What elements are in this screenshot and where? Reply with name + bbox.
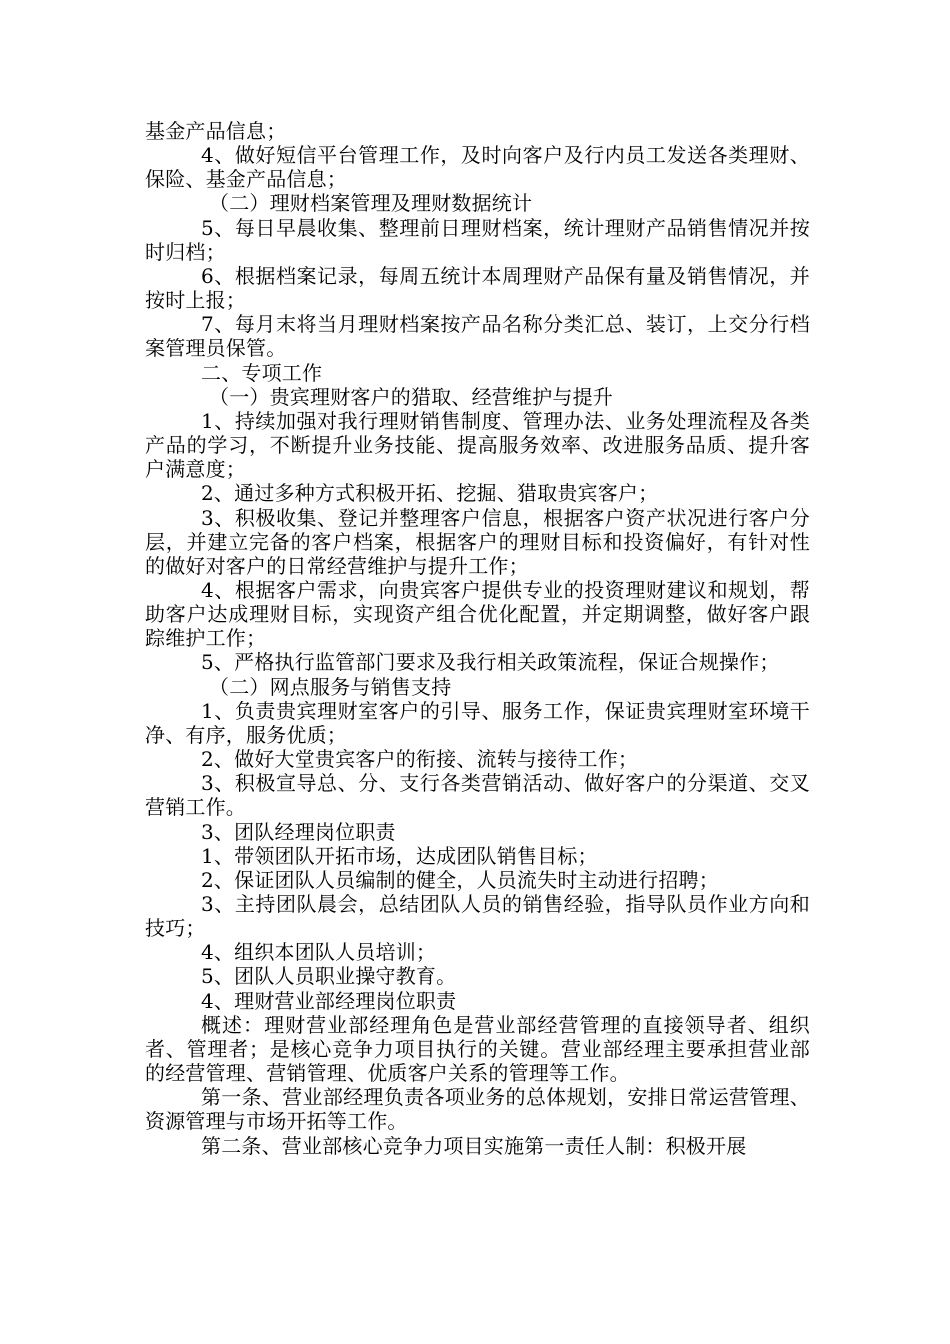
subheading-vip-clients: （一）贵宾理财客户的猎取、经营维护与提升 — [209, 384, 613, 409]
subheading-branch-service: （二）网点服务与销售支持 — [209, 674, 452, 699]
paragraph-client-info: 3、积极收集、登记并整理客户信息，根据客户资产状况进行客户分层，并建立完备的客户档案，根据客户的理财目标和投资偏好，有针对性的做好对客户的日常经营维护与提升工作； — [145, 505, 810, 578]
document-body — [145, 119, 810, 1158]
subheading-archive-management: （二）理财档案管理及理财数据统计 — [209, 191, 533, 216]
heading-team-manager: 3、团队经理岗位职责 — [201, 819, 396, 844]
paragraph-acquire-vip: 2、通过多种方式积极开拓、挖掘、猎取贵宾客户； — [201, 481, 659, 506]
paragraph-monthly-summary: 7、每月末将当月理财档案按产品名称分类汇总、装订，上交分行档案管理员保管。 — [145, 312, 810, 361]
heading-special-work: 二、专项工作 — [201, 360, 323, 385]
heading-branch-manager: 4、理财营业部经理岗位职责 — [201, 988, 457, 1013]
paragraph-fund-info-continued: 基金产品信息； — [145, 119, 287, 143]
paragraph-continuous-learning: 1、持续加强对我行理财销售制度、管理办法、业务处理流程及各类产品的学习，不断提升业务技能、提高服务效率、改进服务品质、提升客户满意度； — [145, 408, 810, 482]
paragraph-daily-archive: 5、每日早晨收集、整理前日理财档案，统计理财产品销售情况并按时归档； — [145, 215, 810, 264]
paragraph-article-one: 第一条、营业部经理负责各项业务的总体规划，安排日常运营管理、资源管理与市场开拓等工作。 — [145, 1085, 810, 1134]
paragraph-investment-advice: 4、根据客户需求，向贵宾客户提供专业的投资理财建议和规划，帮助客户达成理财目标，实现资产组合优化配置，并定期调整，做好客户跟踪维护工作； — [145, 577, 810, 651]
paragraph-article-two: 第二条、营业部核心竞争力项目实施第一责任人制：积极开展 — [201, 1133, 747, 1158]
paragraph-lead-team: 1、带领团队开拓市场，达成团队销售目标； — [201, 843, 598, 868]
paragraph-marketing-activities: 3、积极宣导总、分、支行各类营销活动、做好客户的分渠道、交叉营销工作。 — [145, 771, 810, 820]
paragraph-training: 4、组织本团队人员培训； — [201, 940, 437, 965]
paragraph-sms-platform: 4、做好短信平台管理工作，及时向客户及行内员工发送各类理财、保险、基金产品信息； — [145, 143, 810, 192]
paragraph-overview: 概述：理财营业部经理角色是营业部经营管理的直接领导者、组织者、管理者；是核心竞争力项目执行的关键。营业部经理主要承担营业部的经营管理、营销管理、优质客户关系的管理等工作。 — [145, 1012, 810, 1086]
paragraph-vip-room: 1、负责贵宾理财室客户的引导、服务工作，保证贵宾理财室环境干净、有序，服务优质； — [145, 698, 810, 747]
paragraph-staffing: 2、保证团队人员编制的健全，人员流失时主动进行招聘； — [201, 867, 719, 892]
paragraph-ethics: 5、团队人员职业操守教育。 — [201, 964, 457, 989]
paragraph-lobby-reception: 2、做好大堂贵宾客户的衔接、流转与接待工作； — [201, 747, 639, 772]
paragraph-compliance: 5、严格执行监管部门要求及我行相关政策流程，保证合规操作； — [201, 650, 780, 675]
paragraph-weekly-statistics: 6、根据档案记录，每周五统计本周理财产品保有量及销售情况，并按时上报； — [145, 263, 810, 313]
paragraph-morning-meeting: 3、主持团队晨会，总结团队人员的销售经验，指导队员作业方向和技巧； — [145, 892, 810, 941]
